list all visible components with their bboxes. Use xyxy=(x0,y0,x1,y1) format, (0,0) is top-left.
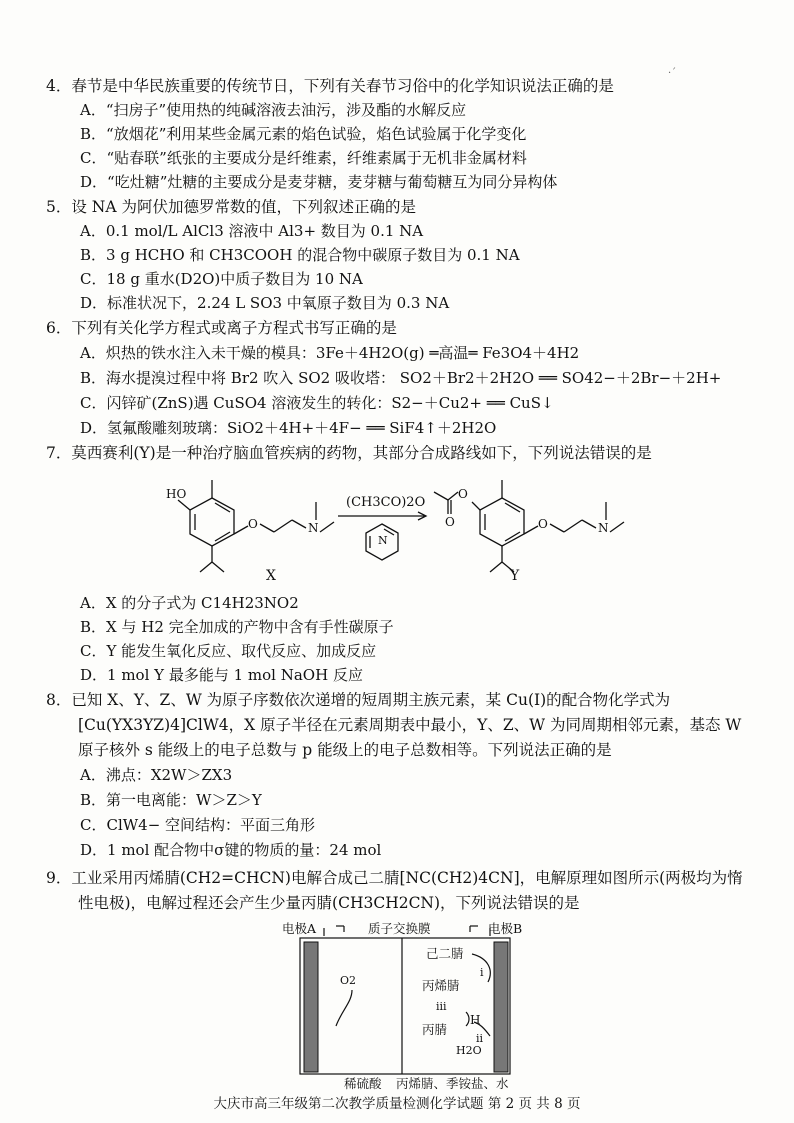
q7-stem: 7．莫西赛利(Y)是一种治疗脑血管疾病的药物，其部分合成路线如下，下列说法错误的是 xyxy=(46,444,652,462)
q5-stem: 5．设 NA 为阿伏加德罗常数的值，下列叙述正确的是 xyxy=(46,198,416,216)
q9-stem-line2: 性电极)，电解过程还会产生少量丙腈(CH3CH2CN)，下列说法错误的是 xyxy=(78,894,580,912)
label-right-solution: 丙烯腈、季铵盐、水 xyxy=(396,1076,509,1091)
label-o2: O2 xyxy=(340,974,357,987)
q6-option-a: A．炽热的铁水注入未干燥的模具：3Fe＋4H2O(g) ═高温═ Fe3O4＋4H2 xyxy=(80,344,580,362)
q5-option-b: B．3 g HCHO 和 CH3COOH 的混合物中碳原子数目为 0.1 NA xyxy=(80,246,520,264)
q6-option-b: B．海水提溴过程中将 Br2 吹入 SO2 吸收塔： SO2＋Br2＋2H2O ══ SO42−＋2Br−＋2H+ xyxy=(80,369,722,387)
x-amine-n-label: N xyxy=(308,521,319,535)
label-h2o: H2O xyxy=(456,1044,482,1057)
label-x: X xyxy=(266,568,276,584)
y-ester-o-label: O xyxy=(458,487,468,501)
q6-option-c: C．闪锌矿(ZnS)遇 CuSO4 溶液发生的转化：S2−＋Cu2+ ══ CuS↓ xyxy=(80,394,554,412)
label-adiponitrile: 己二腈 xyxy=(426,946,464,961)
label-propionitrile: 丙腈 xyxy=(422,1022,448,1037)
q8-option-d: D．1 mol 配合物中σ键的物质的量：24 mol xyxy=(80,841,382,859)
q8-stem: 8．已知 X、Y、Z、W 为原子序数依次递增的短周期主族元素，某 Cu(I)的配合物化学式为 xyxy=(46,691,671,709)
y-amine-n-label: N xyxy=(598,521,609,535)
q4-option-b: B．“放烟花”利用某些金属元素的焰色试验，焰色试验属于化学变化 xyxy=(80,125,527,143)
label-left-solution: 稀硫酸 xyxy=(344,1076,382,1091)
q4-option-a: A．“扫房子”使用热的纯碱溶液去油污，涉及酯的水解反应 xyxy=(80,101,467,119)
q8-stem-line3: 原子核外 s 能级上的电子总数与 p 能级上的电子总数相等。下列说法正确的是 xyxy=(78,741,612,759)
q4-stem: 4．春节是中华民族重要的传统节日，下列有关春节习俗中的化学知识说法正确的是 xyxy=(46,77,614,95)
label-h: H xyxy=(470,1013,481,1027)
q6-stem: 6．下列有关化学方程式或离子方程式书写正确的是 xyxy=(46,319,397,337)
reagent-label: (CH3CO)2O xyxy=(346,495,426,510)
q8-option-a: A．沸点：X2W＞ZX3 xyxy=(80,766,233,784)
q9-stem: 9．工业采用丙烯腈(CH2=CHCN)电解合成己二腈[NC(CH2)4CN]，电解原理如图所示(两极均为惰 xyxy=(46,869,743,887)
q8-option-c: C．ClW4− 空间结构：平面三角形 xyxy=(80,816,316,834)
pyridine-n-label: N xyxy=(378,534,388,547)
y-benzene-ring xyxy=(480,498,524,546)
q7-option-c: C．Y 能发生氧化反应、取代反应、加成反应 xyxy=(80,642,377,660)
q7-option-d: D．1 mol Y 最多能与 1 mol NaOH 反应 xyxy=(80,666,363,684)
q6-option-d: D．氢氟酸雕刻玻璃：SiO2＋4H+＋4F− ══ SiF4↑＋2H2O xyxy=(80,419,497,437)
q9-electrolysis-diagram xyxy=(276,918,546,1090)
label-electrode-a: 电极A xyxy=(282,921,317,936)
label-y: Y xyxy=(510,568,520,584)
label-step-iii: iii xyxy=(436,1000,447,1013)
label-step-i: i xyxy=(480,966,484,979)
corner-mark: ·´ xyxy=(668,68,677,79)
electrode-a xyxy=(304,942,318,1072)
label-acrylonitrile: 丙烯腈 xyxy=(422,978,460,993)
q5-option-c: C．18 g 重水(D2O)中质子数目为 10 NA xyxy=(80,270,363,288)
q8-option-b: B．第一电离能：W＞Z＞Y xyxy=(80,791,262,809)
q4-option-d: D．“吃灶糖”灶糖的主要成分是麦芽糖，麦芽糖与葡萄糖互为同分异构体 xyxy=(80,173,558,191)
q7-option-b: B．X 与 H2 完全加成的产物中含有手性碳原子 xyxy=(80,618,394,636)
electrode-b xyxy=(494,942,508,1072)
x-hydroxyl-label: HO xyxy=(166,487,187,501)
q5-option-a: A．0.1 mol/L AlCl3 溶液中 Al3+ 数目为 0.1 NA xyxy=(80,222,424,240)
label-electrode-b: 电极B xyxy=(488,921,523,936)
label-step-ii: ii xyxy=(476,1032,484,1045)
q7-option-a: A．X 的分子式为 C14H23NO2 xyxy=(80,594,299,612)
q5-option-d: D．标准状况下，2.24 L SO3 中氧原子数目为 0.3 NA xyxy=(80,294,450,312)
x-ether-o-label: O xyxy=(248,517,258,531)
page-footer: 大庆市高三年级第二次教学质量检测化学试题 第 2 页 共 8 页 xyxy=(213,1096,581,1112)
label-membrane: 质子交换膜 xyxy=(368,921,431,936)
y-carbonyl-o-label: O xyxy=(445,515,455,529)
x-benzene-ring xyxy=(190,498,234,546)
q7-reaction-scheme xyxy=(166,470,640,588)
q8-stem-line2: [Cu(YX3YZ)4]ClW4，X 原子半径在元素周期表中最小，Y、Z、W 为同周期相邻元素，基态 W xyxy=(78,716,742,734)
y-ether-o-label: O xyxy=(538,517,548,531)
q4-option-c: C．“贴春联”纸张的主要成分是纤维素，纤维素属于无机非金属材料 xyxy=(80,149,527,167)
